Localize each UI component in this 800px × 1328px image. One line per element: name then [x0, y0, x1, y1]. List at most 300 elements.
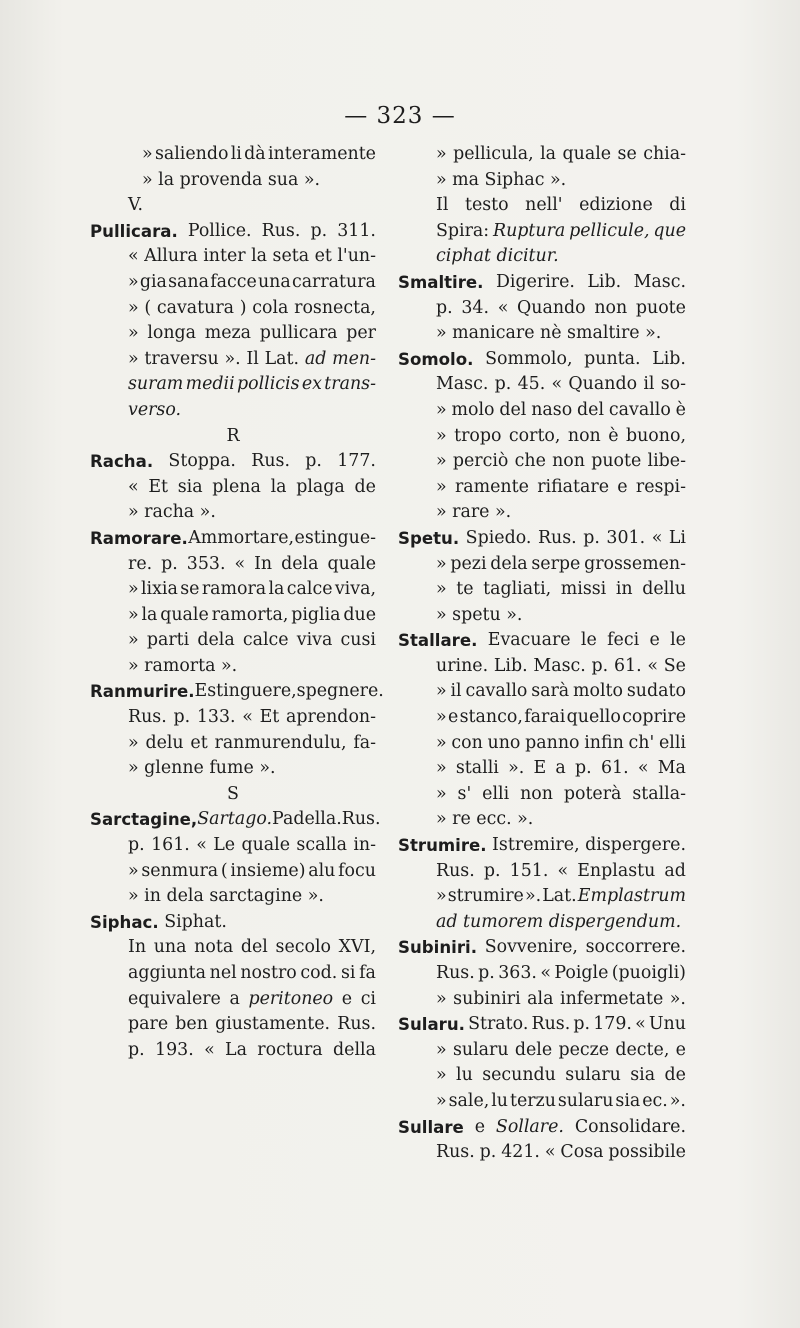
word: corto, — [508, 425, 561, 446]
word: dela — [281, 553, 319, 574]
word: non — [567, 425, 601, 446]
text-line — [90, 142, 376, 168]
word: 363. — [498, 963, 537, 983]
word: Lib. — [652, 348, 686, 369]
word: sia — [177, 476, 203, 497]
word: s' — [457, 783, 472, 804]
word: ramorta, — [211, 604, 289, 625]
word: p. — [128, 835, 145, 856]
word: XVI, — [338, 937, 376, 958]
word: cod. — [300, 963, 338, 983]
text-line — [398, 756, 686, 782]
word: gia — [139, 271, 167, 292]
word: di — [669, 195, 686, 216]
text-line — [398, 1089, 686, 1115]
word: suram — [128, 374, 184, 395]
word: aggiunta — [128, 963, 206, 983]
text-line — [90, 372, 376, 398]
text-line — [90, 296, 376, 322]
word: « — [635, 1014, 646, 1035]
word: longa — [147, 323, 197, 344]
word: molo — [451, 399, 495, 420]
word: una — [257, 271, 291, 292]
entry-headword-line — [398, 347, 686, 373]
word: p. — [161, 553, 178, 574]
word: infermetate — [560, 988, 664, 1009]
word: non — [520, 783, 553, 804]
word: del — [499, 399, 527, 420]
word: spegnere. — [296, 681, 384, 702]
word: nostro — [240, 963, 297, 983]
word: calce — [286, 579, 333, 600]
word: Stoppa. — [168, 451, 236, 472]
word: la — [540, 144, 557, 164]
word: Rus. — [337, 1014, 376, 1035]
line-text: » ma Siphac ». — [436, 169, 567, 190]
word: Digerire. — [495, 271, 575, 292]
word: Enplastu — [577, 860, 656, 881]
text-line — [90, 884, 376, 910]
word: 133. — [196, 707, 236, 728]
word: feci — [607, 630, 640, 651]
word: Rus. — [341, 809, 381, 830]
word: Lib. — [493, 655, 528, 676]
text-line — [90, 1012, 376, 1038]
word: la — [270, 476, 287, 497]
entry-headword-line — [90, 910, 376, 936]
word: Lat. — [542, 886, 577, 907]
word: le — [670, 630, 686, 651]
text-line — [398, 1063, 686, 1089]
text-line — [398, 961, 686, 987]
word: » — [436, 783, 447, 804]
word: ». — [669, 988, 686, 1009]
word: « — [557, 860, 569, 881]
word: chia- — [643, 144, 686, 164]
word: Sollare. — [495, 1116, 564, 1137]
word: stanco, — [459, 707, 523, 728]
word: Ramorare. — [90, 528, 188, 548]
word: dele — [514, 1039, 553, 1060]
word: a — [555, 758, 566, 779]
page-number: — 323 — — [344, 103, 456, 129]
line-text: » racha ». — [128, 502, 216, 523]
word: grossemen- — [584, 553, 686, 574]
word: è — [675, 399, 686, 420]
text-line — [90, 782, 376, 808]
word: Padella. — [272, 809, 342, 830]
entry-headword-line — [398, 270, 686, 296]
word: si — [340, 963, 356, 983]
text-line — [90, 244, 376, 270]
word: 34. — [461, 297, 490, 318]
word: soccorrere. — [585, 937, 686, 958]
word: ben — [175, 1014, 208, 1035]
text-line — [398, 552, 686, 578]
word: Ruptura — [492, 220, 566, 241]
line-text: S — [227, 783, 239, 804]
word: » — [142, 144, 153, 164]
text-line — [398, 296, 686, 322]
word: per — [346, 323, 376, 344]
word: edizione — [579, 195, 653, 216]
word: Et — [259, 707, 280, 728]
word: » — [436, 732, 447, 753]
word: Evacuare — [487, 630, 571, 651]
word: del — [240, 937, 268, 958]
word: » — [436, 758, 447, 779]
word: senmura — [141, 860, 219, 881]
text-line — [398, 219, 686, 245]
word: ». — [508, 758, 525, 779]
word: con — [451, 732, 483, 753]
word: ) — [239, 297, 247, 318]
word: 193. — [155, 1039, 194, 1060]
word: » — [436, 1039, 447, 1060]
word: e — [675, 1039, 686, 1060]
word: 421. — [501, 1142, 540, 1163]
text-line — [398, 987, 686, 1013]
word: Sommolo, — [485, 348, 573, 369]
word: aprendon- — [286, 707, 376, 728]
word: elli — [659, 732, 686, 753]
word: 151. — [509, 860, 549, 881]
italic-text: verso. — [128, 399, 182, 420]
word: quale — [160, 604, 209, 625]
word: » — [436, 886, 447, 907]
word: p. — [173, 707, 191, 728]
entry-headword-line — [398, 833, 686, 859]
text-line — [90, 654, 376, 680]
word: « — [651, 527, 663, 548]
word: che — [514, 451, 546, 472]
word: sularu — [557, 1090, 614, 1111]
word: elli — [482, 783, 510, 804]
text-line — [90, 935, 376, 961]
word: p. — [310, 220, 328, 241]
word: viva — [296, 630, 333, 651]
line-text: » manicare nè smaltire ». — [436, 323, 662, 344]
text-line — [398, 321, 686, 347]
word: e — [649, 630, 660, 651]
word: calce — [242, 630, 289, 651]
word: cusi — [340, 630, 376, 651]
word: scalla — [296, 835, 347, 856]
word: Estinguere, — [194, 681, 297, 702]
word: missi — [560, 579, 607, 600]
text-line — [398, 884, 686, 910]
text-line — [398, 449, 686, 475]
text-line — [398, 193, 686, 219]
word: Rus. — [436, 1142, 475, 1163]
entry-headword-line — [90, 679, 384, 705]
word: » — [436, 553, 447, 574]
word: cavatura — [156, 297, 235, 318]
word: Rus. — [436, 860, 475, 881]
entry-headword-line — [398, 628, 686, 654]
word: » — [436, 425, 447, 446]
text-line — [398, 424, 686, 450]
line-text: » rare ». — [436, 502, 512, 523]
text-line — [90, 552, 376, 578]
entry-headword-line — [398, 935, 686, 961]
word: » — [128, 860, 139, 881]
italic-text: ad tumorem dispergendum. — [436, 911, 682, 932]
word: ad — [304, 348, 327, 369]
headword: Siphac. — [90, 912, 159, 932]
word: fa — [359, 963, 376, 983]
word: Rus. — [261, 220, 301, 241]
word: Strato. — [468, 1014, 529, 1035]
word: secolo — [275, 937, 331, 958]
word: Pollice. — [187, 220, 252, 241]
entry-headword-line — [90, 807, 381, 833]
word: coprire — [622, 707, 686, 728]
text-line — [90, 961, 376, 987]
text-line — [398, 168, 686, 194]
word: testo — [464, 195, 509, 216]
word: cavallo — [608, 399, 671, 420]
word: Somolo. — [398, 349, 474, 369]
word: Et — [148, 476, 169, 497]
word: ». — [524, 886, 542, 907]
word: Subiniri. — [398, 938, 478, 958]
word: ( — [220, 860, 228, 881]
word: « — [204, 1039, 215, 1060]
word: Consolidare. — [574, 1116, 686, 1137]
word: Unu — [648, 1014, 686, 1035]
word: Sularu. — [398, 1015, 465, 1035]
word: In — [128, 937, 147, 958]
word: alu — [308, 860, 336, 881]
word: pullicara — [259, 323, 338, 344]
word: dela — [490, 553, 528, 574]
word: estingue- — [294, 527, 376, 548]
word: Smaltire. — [398, 272, 484, 292]
word: quello — [566, 707, 621, 728]
text-line — [90, 859, 376, 885]
word: serpe — [531, 553, 581, 574]
word: Poigle — [554, 963, 609, 983]
word: et — [190, 732, 208, 753]
word: Spira: — [436, 220, 490, 241]
word: (puoigli) — [611, 963, 686, 983]
word: ramente — [454, 476, 529, 497]
word: il — [643, 374, 655, 395]
right-column — [398, 142, 686, 1166]
word: roctura — [257, 1039, 323, 1060]
word: del — [577, 399, 605, 420]
word: « — [128, 246, 139, 267]
word: « — [647, 655, 658, 676]
word: p. — [128, 1039, 145, 1060]
word: « — [540, 963, 551, 983]
word: non — [594, 297, 628, 318]
word: In — [254, 553, 273, 574]
word: li — [230, 144, 242, 164]
text-line — [90, 168, 376, 194]
word: ex — [301, 374, 322, 395]
word: » — [128, 630, 139, 651]
word: saliendo — [154, 144, 229, 164]
word: » — [128, 604, 139, 625]
word: » — [436, 988, 447, 1009]
text-line — [398, 398, 686, 424]
word: » — [436, 1065, 447, 1086]
word: peritoneo — [248, 988, 334, 1009]
word: urine. — [436, 655, 489, 676]
text-line — [90, 398, 376, 424]
word: e — [617, 476, 628, 497]
word: Pullicara. — [90, 221, 178, 241]
text-line — [398, 654, 686, 680]
word: pollicis — [237, 374, 300, 395]
text-line — [90, 833, 376, 859]
word: de — [664, 1065, 686, 1086]
word: l'un- — [337, 246, 376, 267]
word: plena — [212, 476, 261, 497]
word: Sartago. — [197, 809, 273, 830]
word: respi- — [635, 476, 686, 497]
word: p. — [483, 860, 501, 881]
word: le — [580, 630, 597, 651]
word: » — [436, 707, 447, 728]
word: parti — [146, 630, 190, 651]
word: e — [474, 1116, 485, 1137]
line-text: R — [226, 425, 240, 446]
text-line — [398, 782, 686, 808]
word: pellicule, — [569, 220, 650, 241]
word: cavallo — [465, 681, 528, 702]
word: p. — [494, 374, 512, 395]
word: infin — [584, 732, 624, 753]
text-line — [90, 321, 376, 347]
text-line — [90, 347, 376, 373]
text-line — [90, 628, 376, 654]
word: 61. — [600, 758, 629, 779]
text-line — [90, 193, 376, 219]
word: medii — [185, 374, 235, 395]
word: » — [128, 348, 139, 369]
word: Il — [246, 348, 259, 369]
word: « — [128, 476, 139, 497]
word: interamente — [267, 144, 376, 164]
word: traversu — [144, 348, 219, 369]
word: Lib. — [587, 271, 622, 292]
word: Cosa — [560, 1142, 604, 1163]
word: poterà — [563, 783, 622, 804]
word: il — [450, 681, 462, 702]
word: dà — [244, 144, 266, 164]
text-line — [90, 731, 376, 757]
line-text: » in dela sarctagine ». — [128, 886, 324, 907]
word: seta — [272, 246, 310, 267]
word: equivalere — [128, 988, 221, 1009]
word: giustamente. — [215, 1014, 331, 1035]
word: in- — [353, 835, 376, 856]
word: « — [551, 374, 563, 395]
word: è — [608, 425, 619, 446]
word: plaga — [296, 476, 345, 497]
word: men- — [332, 348, 376, 369]
word: » — [436, 579, 447, 600]
word: « — [242, 707, 253, 728]
word: Spiedo. — [465, 527, 532, 548]
text-line — [398, 500, 686, 526]
word: Rus. — [128, 707, 167, 728]
word: Ma — [657, 758, 686, 779]
word: panno — [525, 732, 580, 753]
text-line — [90, 475, 376, 501]
word: punta. — [584, 348, 641, 369]
word: ci — [360, 988, 376, 1009]
left-column — [90, 142, 384, 1063]
word: Rus. — [251, 451, 290, 472]
word: stalli — [455, 758, 499, 779]
text-line — [398, 859, 686, 885]
word: lu — [491, 1090, 508, 1111]
word: » — [436, 144, 447, 164]
word: te — [456, 579, 474, 600]
word: ala — [527, 988, 554, 1009]
text-line — [90, 1038, 376, 1064]
word: pellicula, — [453, 144, 534, 164]
text-line — [398, 603, 686, 629]
word: Rus. — [531, 1014, 571, 1035]
text-line — [398, 807, 686, 833]
word: 311. — [337, 220, 376, 241]
word: p. — [583, 527, 600, 548]
text-line — [90, 270, 376, 296]
word: strumire — [447, 886, 524, 907]
word: « — [497, 297, 509, 318]
line-text: Siphat. — [158, 911, 227, 932]
word: » — [436, 681, 447, 702]
word: Masc. — [436, 374, 489, 395]
word: uno — [487, 732, 521, 753]
word: Sarctagine, — [90, 810, 198, 830]
word: lixia — [141, 579, 178, 600]
word: ad — [664, 860, 686, 881]
word: p. — [478, 963, 495, 983]
text-line — [90, 500, 376, 526]
word: Lat. — [264, 348, 300, 369]
text-line — [90, 424, 376, 450]
word: a — [229, 988, 240, 1009]
word: Quando — [568, 374, 638, 395]
entry-headword-line — [398, 1115, 686, 1141]
word: se — [180, 579, 200, 600]
word: nell' — [525, 195, 563, 216]
word: et — [314, 246, 332, 267]
entry-headword-line — [90, 526, 376, 552]
word: la — [268, 579, 285, 600]
text-line — [398, 475, 686, 501]
word: Ranmurire. — [90, 682, 195, 702]
word: piglia — [291, 604, 341, 625]
word: dellu — [642, 579, 686, 600]
word: 161. — [151, 835, 190, 856]
word: quale — [562, 144, 612, 164]
word: sarà — [531, 681, 570, 702]
word: Stallare. — [398, 631, 478, 651]
line-text: » ramorta ». — [128, 655, 238, 676]
word: Rus. — [436, 963, 475, 983]
text-line — [398, 731, 686, 757]
word: dela — [197, 630, 235, 651]
word: ( — [144, 297, 152, 318]
entry-headword-line — [398, 1012, 686, 1038]
